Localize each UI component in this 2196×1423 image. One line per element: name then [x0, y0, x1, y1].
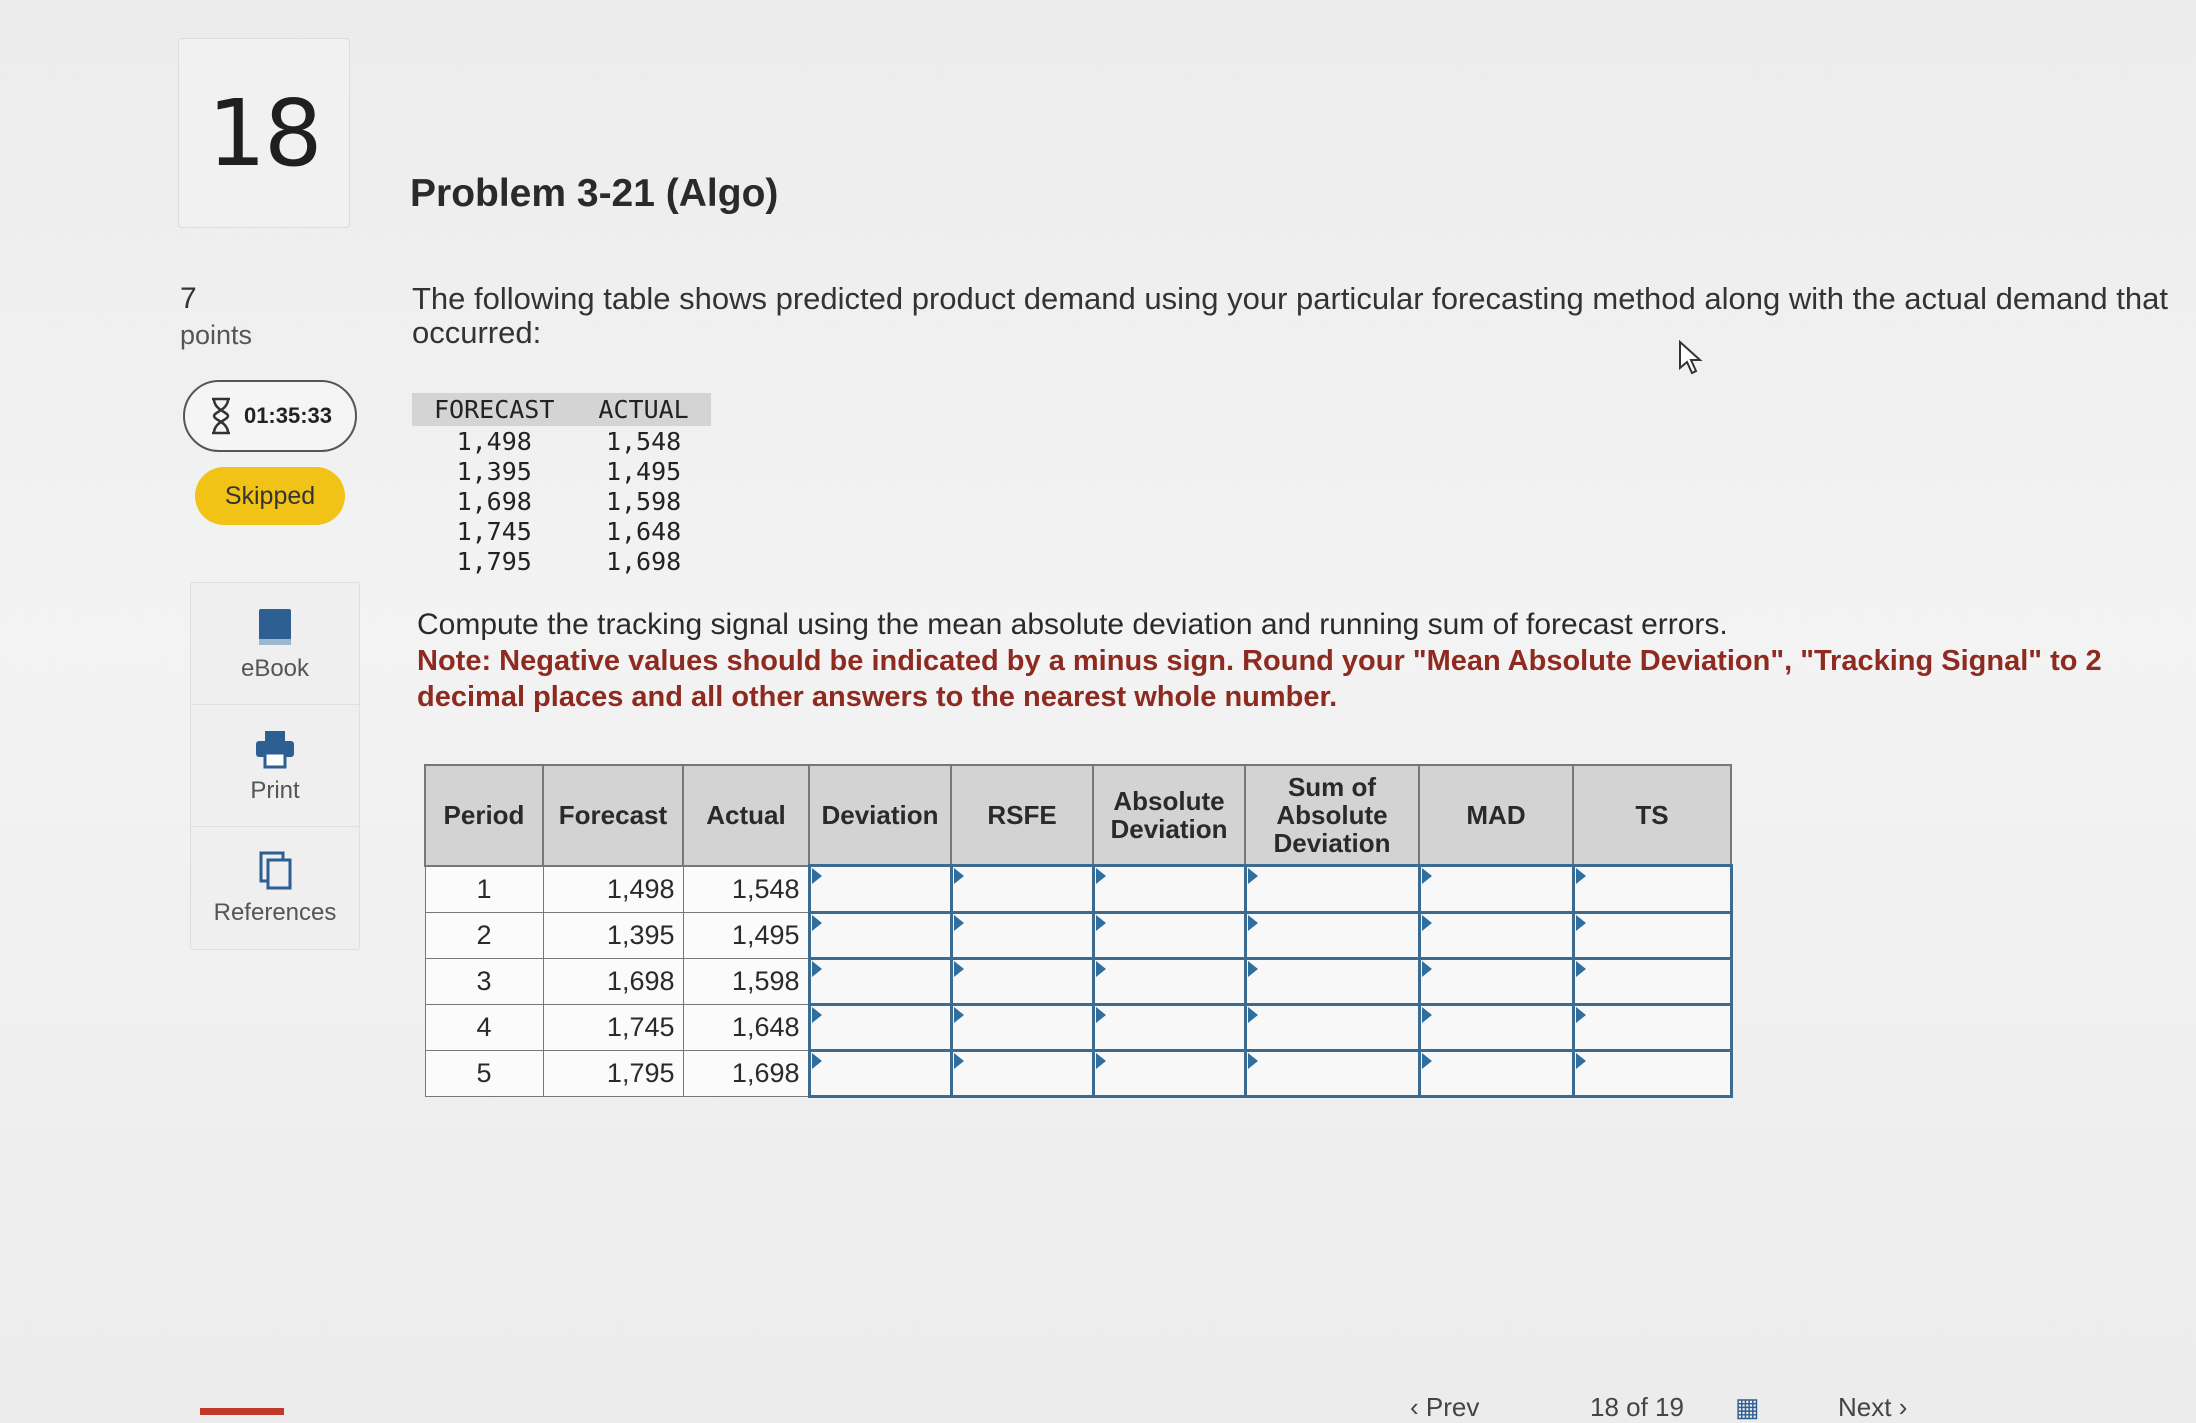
- rsfe-input[interactable]: [953, 1052, 1092, 1095]
- mad-input-cell[interactable]: [1419, 866, 1573, 913]
- absolute-deviation-input-cell[interactable]: [1093, 866, 1245, 913]
- rsfe-input-cell[interactable]: [951, 1050, 1093, 1096]
- references-label: References: [213, 898, 337, 926]
- period-cell: 2: [425, 912, 543, 958]
- absolute-deviation-input-cell[interactable]: [1093, 958, 1245, 1004]
- forecast-cell: 1,498: [543, 866, 683, 913]
- mad-input[interactable]: [1421, 1052, 1572, 1095]
- header-forecast: Forecast: [543, 765, 683, 866]
- ts-input[interactable]: [1575, 1052, 1730, 1095]
- rsfe-input-cell[interactable]: [951, 912, 1093, 958]
- header-actual: Actual: [683, 765, 809, 866]
- header-deviation: Deviation: [809, 765, 951, 866]
- book-icon: [253, 605, 297, 649]
- deviation-input-cell[interactable]: [809, 1050, 951, 1096]
- deviation-input-cell[interactable]: [809, 866, 951, 913]
- sum-absolute-deviation-input[interactable]: [1247, 1052, 1418, 1095]
- ts-input[interactable]: [1575, 1006, 1730, 1049]
- rsfe-input-cell[interactable]: [951, 1004, 1093, 1050]
- absolute-deviation-input[interactable]: [1095, 1052, 1244, 1095]
- given-forecast-cell: 1,795: [456, 546, 532, 576]
- timer-badge: [183, 380, 357, 452]
- absolute-deviation-input-cell[interactable]: [1093, 912, 1245, 958]
- period-cell: 3: [425, 958, 543, 1004]
- ts-input-cell[interactable]: [1573, 866, 1731, 913]
- mad-input[interactable]: [1421, 867, 1572, 911]
- points-label: points: [180, 320, 253, 350]
- given-forecast-cell: 1,498: [456, 426, 532, 456]
- given-forecast-cell: 1,698: [456, 486, 532, 516]
- table-row: [425, 1050, 1731, 1096]
- ts-input[interactable]: [1575, 867, 1730, 911]
- given-actual-cell: 1,648: [605, 516, 682, 546]
- given-actual-cell: 1,548: [605, 426, 682, 456]
- given-header-actual: ACTUAL: [576, 393, 710, 426]
- absolute-deviation-input-cell[interactable]: [1093, 1050, 1245, 1096]
- print-button[interactable]: [191, 705, 359, 827]
- sum-absolute-deviation-input-cell[interactable]: [1245, 958, 1419, 1004]
- ts-input-cell[interactable]: [1573, 958, 1731, 1004]
- ts-input-cell[interactable]: [1573, 1050, 1731, 1096]
- given-row: [412, 486, 711, 516]
- deviation-input[interactable]: [811, 960, 950, 1003]
- mad-input[interactable]: [1421, 960, 1572, 1003]
- given-actual-cell: 1,698: [605, 546, 682, 576]
- mad-input-cell[interactable]: [1419, 958, 1573, 1004]
- forecast-cell: 1,745: [543, 1004, 683, 1050]
- deviation-input[interactable]: [811, 914, 950, 957]
- given-forecast-cell: 1,745: [456, 516, 532, 546]
- print-label: Print: [250, 776, 300, 804]
- mad-input-cell[interactable]: [1419, 912, 1573, 958]
- sum-absolute-deviation-input-cell[interactable]: [1245, 912, 1419, 958]
- rsfe-input[interactable]: [953, 1006, 1092, 1049]
- header-period: Period: [425, 765, 543, 866]
- mouse-pointer-icon: [1678, 340, 1704, 376]
- rsfe-input-cell[interactable]: [951, 958, 1093, 1004]
- mad-input-cell[interactable]: [1419, 1004, 1573, 1050]
- table-row: [425, 958, 1731, 1004]
- actual-cell: 1,698: [683, 1050, 809, 1096]
- sum-absolute-deviation-input[interactable]: [1247, 960, 1418, 1003]
- page-indicator: 18 of 19: [1590, 1392, 1684, 1422]
- header-sum-absolute-deviation: Sum of Absolute Deviation: [1245, 765, 1419, 866]
- absolute-deviation-input[interactable]: [1095, 960, 1244, 1003]
- given-forecast-cell: 1,395: [456, 456, 532, 486]
- sum-absolute-deviation-input[interactable]: [1247, 867, 1418, 911]
- period-cell: 5: [425, 1050, 543, 1096]
- deviation-input[interactable]: [811, 1006, 950, 1049]
- problem-title: Problem 3-21 (Algo): [410, 172, 779, 215]
- tools-panel: [190, 582, 360, 950]
- deviation-input-cell[interactable]: [809, 958, 951, 1004]
- sum-absolute-deviation-input-cell[interactable]: [1245, 1050, 1419, 1096]
- header-absolute-deviation: Absolute Deviation: [1093, 765, 1245, 866]
- given-data-table: [412, 393, 711, 576]
- ts-input[interactable]: [1575, 960, 1730, 1003]
- given-actual-cell: 1,495: [605, 456, 682, 486]
- table-row: [425, 866, 1731, 913]
- deviation-input-cell[interactable]: [809, 1004, 951, 1050]
- actual-cell: 1,548: [683, 866, 809, 913]
- deviation-input-cell[interactable]: [809, 912, 951, 958]
- given-row: [412, 546, 711, 576]
- forecast-cell: 1,698: [543, 958, 683, 1004]
- compute-instruction: Compute the tracking signal using the mean absolute deviation and running sum of forecast errors.: [417, 608, 1728, 641]
- rsfe-input[interactable]: [953, 914, 1092, 957]
- problem-intro: The following table shows predicted product demand using your particular forecasting method along with the actual demand that occurred:: [412, 281, 2168, 350]
- period-cell: 1: [425, 866, 543, 913]
- rsfe-input-cell[interactable]: [951, 866, 1093, 913]
- ts-input-cell[interactable]: [1573, 1004, 1731, 1050]
- sum-absolute-deviation-input-cell[interactable]: [1245, 1004, 1419, 1050]
- mad-input[interactable]: [1421, 1006, 1572, 1049]
- sum-absolute-deviation-input[interactable]: [1247, 1006, 1418, 1049]
- mad-input-cell[interactable]: [1419, 1050, 1573, 1096]
- timer-text: 01:35:33: [243, 403, 333, 428]
- answer-table: [424, 764, 1733, 1098]
- given-header-forecast: FORECAST: [412, 393, 576, 426]
- table-row: [425, 1004, 1731, 1050]
- references-icon: [253, 849, 297, 893]
- given-row: [412, 456, 711, 486]
- status-badge: Skipped: [195, 467, 345, 525]
- ebook-label: eBook: [240, 654, 310, 682]
- header-mad: MAD: [1419, 765, 1573, 866]
- prev-label: Prev: [1425, 1392, 1480, 1422]
- deviation-input[interactable]: [811, 867, 950, 911]
- next-label: Next: [1838, 1392, 1892, 1422]
- forecast-cell: 1,395: [543, 912, 683, 958]
- rsfe-input[interactable]: [953, 867, 1092, 911]
- prev-button[interactable]: ‹ Prev: [1410, 1392, 1480, 1422]
- absolute-deviation-input[interactable]: [1095, 914, 1244, 957]
- ebook-button[interactable]: [191, 583, 359, 705]
- rounding-note: Note: Negative values should be indicated by a minus sign. Round your "Mean Absolute Deviation", "Tracking Signal" to 2 decimal places and all other answers to the nearest whole number.: [417, 645, 2102, 713]
- given-row: [412, 426, 711, 456]
- absolute-deviation-input[interactable]: [1095, 867, 1244, 911]
- actual-cell: 1,495: [683, 912, 809, 958]
- period-cell: 4: [425, 1004, 543, 1050]
- mad-input[interactable]: [1421, 914, 1572, 957]
- points-value: 7: [180, 282, 197, 315]
- references-button[interactable]: [191, 827, 359, 948]
- given-actual-cell: 1,598: [605, 486, 682, 516]
- header-rsfe: RSFE: [951, 765, 1093, 866]
- sum-absolute-deviation-input[interactable]: [1247, 914, 1418, 957]
- sum-absolute-deviation-input-cell[interactable]: [1245, 866, 1419, 913]
- deviation-input[interactable]: [811, 1052, 950, 1095]
- given-row: [412, 516, 711, 546]
- ts-input-cell[interactable]: [1573, 912, 1731, 958]
- absolute-deviation-input-cell[interactable]: [1093, 1004, 1245, 1050]
- question-number: 18: [207, 79, 321, 187]
- active-tab-indicator: [200, 1408, 284, 1415]
- ts-input[interactable]: [1575, 914, 1730, 957]
- header-ts: TS: [1573, 765, 1731, 866]
- forecast-cell: 1,795: [543, 1050, 683, 1096]
- actual-cell: 1,598: [683, 958, 809, 1004]
- rsfe-input[interactable]: [953, 960, 1092, 1003]
- next-button[interactable]: Next ›: [1838, 1392, 1908, 1422]
- grid-icon[interactable]: ▦: [1735, 1392, 1760, 1422]
- hourglass-icon: [208, 396, 234, 436]
- table-row: [425, 912, 1731, 958]
- actual-cell: 1,648: [683, 1004, 809, 1050]
- question-number-box: [178, 38, 350, 228]
- printer-icon: [253, 727, 297, 771]
- absolute-deviation-input[interactable]: [1095, 1006, 1244, 1049]
